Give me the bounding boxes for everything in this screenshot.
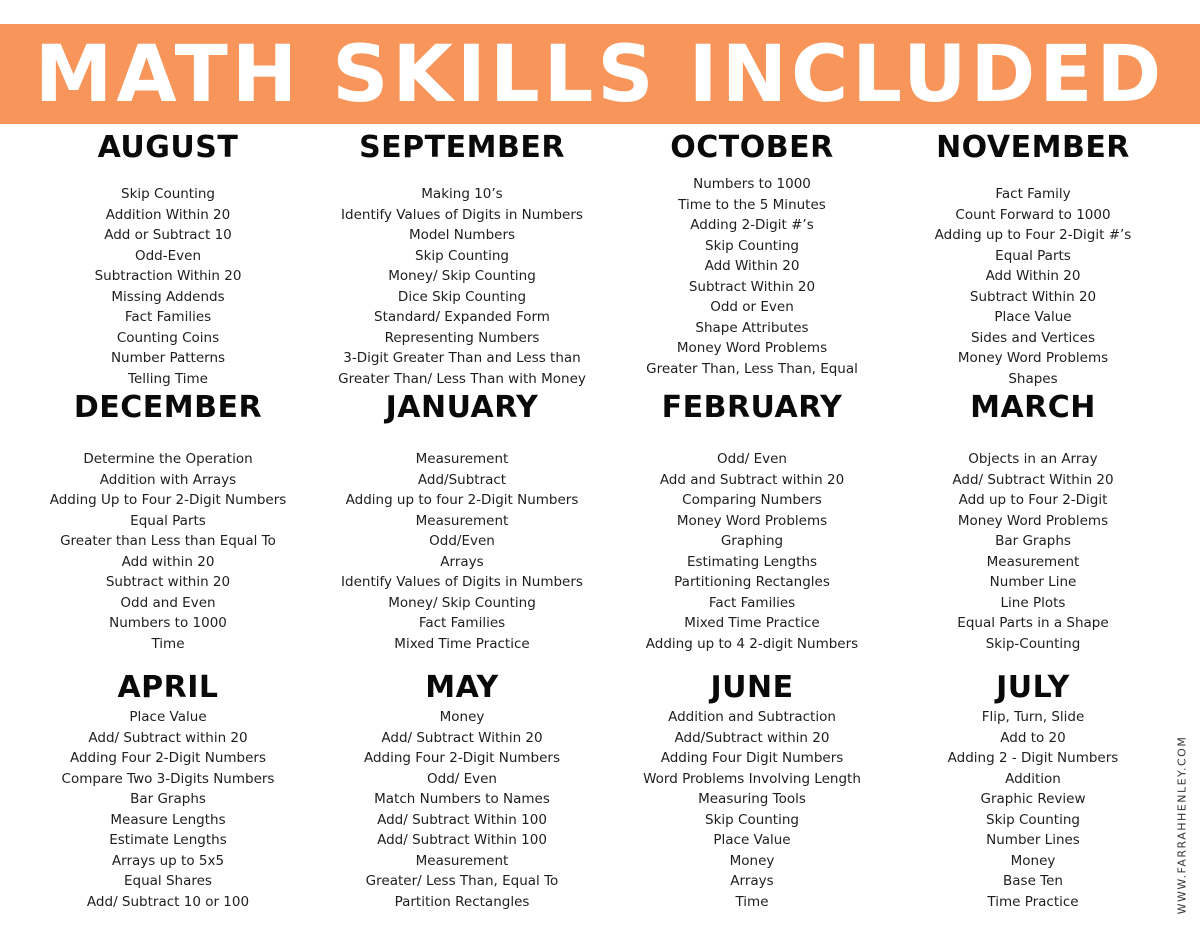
skill-item: Objects in an Array [968,451,1098,467]
skill-item: Partition Rectangles [394,893,530,910]
skill-item: Subtraction Within 20 [94,268,242,284]
month-december [50,391,287,654]
month-heading: OCTOBER [670,130,834,165]
skill-item: Add/Subtract within 20 [674,729,830,746]
month-heading: JANUARY [385,390,539,425]
skill-item: Graphing [720,533,784,549]
skill-item: Measure Lengths [110,811,226,828]
month-heading: MAY [425,670,499,705]
skill-item: Model Numbers [408,227,516,243]
skill-item: Skip Counting [705,237,799,254]
month-heading: SEPTEMBER [359,130,565,165]
month-october [646,131,858,379]
skill-item: Equal Parts [130,512,206,529]
skill-item: Graphic Review [980,791,1086,807]
skill-item: Adding up to four 2-Digit Numbers [345,492,579,508]
skill-item: Estimating Lengths [686,553,818,570]
month-june [643,671,861,912]
skill-list [952,449,1113,654]
skill-item: Adding up to 4 2-digit Numbers [645,635,859,652]
skill-item: Add/Subtract [417,471,507,488]
skill-item: Base Ten [1003,873,1063,889]
skill-item: 3-Digit Greater Than and Less than [343,350,581,366]
skill-item: Measurement [415,451,509,467]
skill-item: Arrays [730,873,774,889]
skill-item: Standard/ Expanded Form [374,309,550,325]
skill-item: Odd/ Even [427,770,497,787]
skill-item: Place Value [129,709,207,725]
skill-item: Odd or Even [710,299,794,315]
skill-item: Numbers to 1000 [109,615,227,631]
skill-item: Greater Than, Less Than, Equal [646,360,858,377]
skill-item: Money/ Skip Counting [388,268,536,284]
skill-item: Time to the 5 Minutes [678,196,826,213]
skill-list [338,184,586,389]
skill-list [50,449,287,654]
skill-item: Skip Counting [415,247,509,264]
skill-item: Compare Two 3-Digits Numbers [61,770,275,787]
skill-item: Measurement [986,553,1080,570]
skill-item: Measuring Tools [698,791,806,807]
skill-item: Shape Attributes [695,319,809,336]
skill-item: Money/ Skip Counting [388,594,536,611]
month-november [935,131,1132,389]
skill-item: Adding Four Digit Numbers [660,750,844,766]
month-heading: FEBRUARY [661,390,843,425]
skill-item: Mixed Time Practice [394,635,530,652]
skill-item: Place Value [713,832,791,848]
skill-item: Representing Numbers [384,329,540,346]
skill-item: Add/ Subtract Within 100 [377,811,547,828]
skill-item: Money Word Problems [676,340,828,356]
skill-item: Add and Subtract within 20 [659,471,845,488]
skill-list [935,184,1132,389]
month-heading: DECEMBER [73,390,263,425]
skill-list [646,449,858,654]
skill-item: Time [735,893,769,910]
skill-item: Number Patterns [110,350,226,366]
skill-item: Add/ Subtract Within 20 [381,729,543,746]
skill-item: Greater Than/ Less Than with Money [338,370,586,387]
month-april [62,671,275,912]
skill-item: Adding 2-Digit #’s [690,217,814,233]
skill-item: Addition [1005,770,1061,787]
skill-item: Place Value [994,309,1072,325]
skill-item: Add/ Subtract within 20 [88,729,248,746]
skill-item: Addition with Arrays [99,471,237,488]
skill-item: Equal Shares [124,873,212,889]
skill-item: Shapes [1008,370,1058,387]
month-january [341,391,583,654]
skill-item: Add Within 20 [985,268,1081,284]
month-heading: MARCH [970,390,1096,425]
skill-item: Money [439,709,485,725]
skill-item: Skip Counting [986,811,1080,828]
skill-item: Adding Four 2-Digit Numbers [363,750,561,766]
month-heading: JUNE [710,670,794,705]
skill-item: Time [151,635,185,652]
skill-item: Subtract within 20 [105,574,231,590]
skill-item: Numbers to 1000 [693,176,811,192]
skill-item: Money [1010,852,1056,869]
skill-item: Addition Within 20 [105,206,231,223]
skill-item: Fact Families [124,309,212,325]
skill-item: Time Practice [987,893,1079,910]
skill-item: Add or Subtract 10 [104,227,232,243]
skill-item: Add Within 20 [704,258,800,274]
month-september [338,131,586,389]
skill-item: Making 10’s [421,186,503,202]
skill-item: Add to 20 [1000,729,1066,746]
skill-item: Add within 20 [121,553,215,570]
skill-item: Skip Counting [705,811,799,828]
skill-item: Odd/ Even [717,451,787,467]
skill-item: Measurement [415,512,509,529]
skill-list [62,707,275,912]
skill-item: Equal Parts [995,247,1071,264]
skill-item: Subtract Within 20 [969,288,1097,305]
skill-item: Bar Graphs [130,791,206,807]
skill-item: Add/ Subtract 10 or 100 [86,893,250,910]
skill-item: Adding up to Four 2-Digit #’s [934,227,1132,243]
skill-item: Dice Skip Counting [397,288,527,305]
skill-item: Word Problems Involving Length [643,770,861,787]
skill-item: Estimate Lengths [109,832,227,848]
skill-item: Adding Four 2-Digit Numbers [69,750,267,766]
skill-item: Number Lines [986,832,1080,848]
month-heading: NOVEMBER [936,130,1130,165]
skill-item: Measurement [415,852,509,869]
month-february [646,391,858,654]
skill-item: Money Word Problems [957,350,1109,366]
skill-item: Match Numbers to Names [374,791,550,807]
skill-item: Money Word Problems [676,512,828,529]
skill-item: Add/ Subtract Within 20 [952,471,1114,488]
month-may [364,671,560,912]
skill-item: Bar Graphs [995,533,1071,549]
skill-item: Equal Parts in a Shape [957,615,1109,631]
skill-item: Money Word Problems [957,512,1109,529]
month-march [952,391,1113,654]
skill-item: Arrays up to 5x5 [111,852,225,869]
skill-list [643,707,861,912]
month-heading: JULY [996,670,1070,705]
skill-list [948,707,1119,912]
skill-item: Arrays [440,553,484,570]
skill-item: Greater/ Less Than, Equal To [365,873,559,889]
skill-item: Number Line [989,574,1077,590]
skill-item: Fact Family [995,186,1071,202]
skill-item: Adding 2 - Digit Numbers [947,750,1119,766]
skill-item: Odd/Even [429,533,495,549]
skill-item: Odd-Even [134,247,202,264]
skill-item: Subtract Within 20 [688,278,816,295]
skill-item: Determine the Operation [83,451,253,467]
skill-item: Odd and Even [120,594,216,611]
skill-item: Line Plots [1000,594,1066,611]
skill-item: Money [729,852,775,869]
skill-item: Add/ Subtract Within 100 [377,832,547,848]
skill-item: Identify Values of Digits in Numbers [341,206,583,223]
skill-list [341,449,583,654]
month-heading: APRIL [117,670,219,705]
skill-item: Adding Up to Four 2-Digit Numbers [49,492,287,508]
skill-item: Missing Addends [111,288,225,305]
skill-item: Flip, Turn, Slide [981,709,1085,725]
skill-item: Counting Coins [116,329,220,346]
skill-item: Add up to Four 2-Digit [958,492,1108,508]
month-august [95,131,242,389]
skill-item: Comparing Numbers [682,492,822,508]
page-title: MATH SKILLS INCLUDED [34,30,1166,120]
month-july [948,671,1119,912]
skill-item: Fact Families [418,615,506,631]
skill-item: Mixed Time Practice [684,615,820,631]
skill-list [646,174,858,379]
skill-list [95,184,242,389]
skill-item: Partitioning Rectangles [674,574,830,590]
skill-item: Skip Counting [121,186,215,202]
month-heading: AUGUST [97,130,239,165]
skill-item: Addition and Subtraction [668,709,836,725]
skill-item: Skip-Counting [985,635,1081,652]
skill-item: Fact Families [708,594,796,611]
skill-item: Count Forward to 1000 [955,206,1111,223]
skill-item: Telling Time [128,370,208,387]
website-url: WWW.FARRAHHENLEY.COM [1175,735,1189,915]
title-banner [0,24,1200,124]
skill-list [364,707,560,912]
skill-item: Sides and Vertices [970,329,1096,346]
skill-item: Greater than Less than Equal To [60,533,276,549]
skill-item: Identify Values of Digits in Numbers [341,574,583,590]
